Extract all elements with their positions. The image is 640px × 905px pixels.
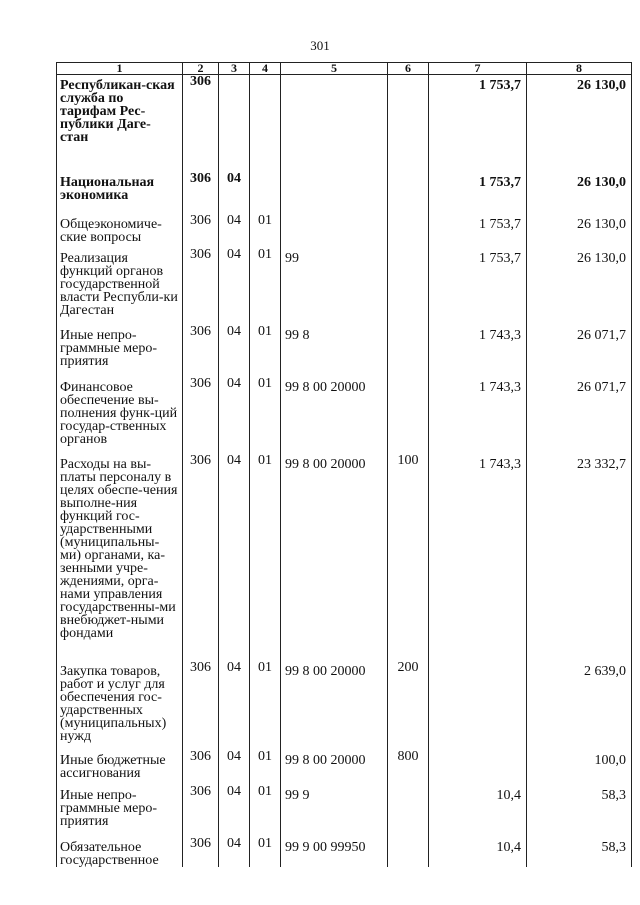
row-name-cell: Иные бюджетные ассигнования <box>57 750 183 785</box>
header-cell: 3 <box>219 63 250 75</box>
table-row <box>57 75 632 172</box>
row-name-cell: Реализация функций органов государственной власти Республи-ки Дагестан <box>57 248 183 325</box>
expense-type-cell: 200 <box>388 661 429 750</box>
table-row <box>57 454 632 661</box>
expense-type-cell <box>388 377 429 454</box>
header-cell: 2 <box>183 63 219 75</box>
table-row <box>57 325 632 377</box>
admin-code-cell: 306 <box>183 214 219 248</box>
subsection-cell: 01 <box>250 750 281 785</box>
section-cell: 04 <box>219 248 250 325</box>
target-item-cell: 99 8 00 20000 <box>281 454 388 661</box>
section-cell: 04 <box>219 750 250 785</box>
admin-code-cell: 306 <box>183 248 219 325</box>
subsection-cell: 01 <box>250 248 281 325</box>
amount-col7-cell: 1 743,3 <box>429 377 527 454</box>
amount-col7-cell: 1 753,7 <box>429 248 527 325</box>
expense-type-cell <box>388 325 429 377</box>
section-cell: 04 <box>219 785 250 837</box>
subsection-cell <box>250 75 281 172</box>
subsection-cell: 01 <box>250 454 281 661</box>
row-name-cell: Общеэкономиче-ские вопросы <box>57 214 183 248</box>
row-name-cell: Расходы на вы-платы персоналу в целях обеспе-чения выполне-ния функций гос-ударственными (муниципальны-ми) органами, ка-зенными учре-ждениями, орга-нами управления государственны-ми внебюджет-ными фондами <box>57 454 183 661</box>
header-cell: 6 <box>388 63 429 75</box>
amount-col8-cell: 58,3 <box>527 837 632 867</box>
target-item-cell: 99 9 00 99950 <box>281 837 388 867</box>
amount-col7-cell: 1 753,7 <box>429 75 527 172</box>
amount-col8-cell: 2 639,0 <box>527 661 632 750</box>
table-row <box>57 172 632 214</box>
expense-type-cell <box>388 172 429 214</box>
subsection-cell: 01 <box>250 325 281 377</box>
amount-col8-cell: 100,0 <box>527 750 632 785</box>
page-number: 301 <box>310 38 330 53</box>
table-row <box>57 661 632 750</box>
row-name-cell: Иные непро-граммные меро-приятия <box>57 325 183 377</box>
table-row <box>57 785 632 837</box>
section-cell: 04 <box>219 837 250 867</box>
amount-col8-cell: 26 130,0 <box>527 214 632 248</box>
expense-type-cell <box>388 75 429 172</box>
subsection-cell: 01 <box>250 377 281 454</box>
expense-type-cell <box>388 837 429 867</box>
target-item-cell <box>281 172 388 214</box>
subsection-cell: 01 <box>250 214 281 248</box>
header-cell: 7 <box>429 63 527 75</box>
admin-code-cell: 306 <box>183 377 219 454</box>
target-item-cell <box>281 75 388 172</box>
table-row <box>57 214 632 248</box>
subsection-cell <box>250 172 281 214</box>
subsection-cell: 01 <box>250 785 281 837</box>
amount-col8-cell: 26 071,7 <box>527 325 632 377</box>
section-cell: 04 <box>219 172 250 214</box>
amount-col8-cell: 58,3 <box>527 785 632 837</box>
expense-type-cell <box>388 785 429 837</box>
section-cell <box>219 75 250 172</box>
amount-col8-cell: 26 071,7 <box>527 377 632 454</box>
admin-code-cell: 306 <box>183 661 219 750</box>
admin-code-cell: 306 <box>183 172 219 214</box>
row-name-cell: Финансовое обеспечение вы-полнения функ-ций государ-ственных органов <box>57 377 183 454</box>
amount-col7-cell: 10,4 <box>429 837 527 867</box>
amount-col7-cell <box>429 661 527 750</box>
header-cell: 1 <box>57 63 183 75</box>
header-cell: 5 <box>281 63 388 75</box>
expense-type-cell <box>388 214 429 248</box>
amount-col7-cell: 10,4 <box>429 785 527 837</box>
subsection-cell: 01 <box>250 661 281 750</box>
admin-code-cell: 306 <box>183 454 219 661</box>
section-cell: 04 <box>219 325 250 377</box>
amount-col7-cell <box>429 750 527 785</box>
row-name-cell: Иные непро-граммные меро-приятия <box>57 785 183 837</box>
table-row <box>57 750 632 785</box>
amount-col7-cell: 1 753,7 <box>429 172 527 214</box>
amount-col8-cell: 26 130,0 <box>527 75 632 172</box>
row-name-cell: Обязательное государственное <box>57 837 183 867</box>
admin-code-cell: 306 <box>183 785 219 837</box>
table-row <box>57 837 632 867</box>
target-item-cell: 99 8 <box>281 325 388 377</box>
amount-col7-cell: 1 743,3 <box>429 325 527 377</box>
table-row <box>57 377 632 454</box>
amount-col8-cell: 23 332,7 <box>527 454 632 661</box>
amount-col8-cell: 26 130,0 <box>527 172 632 214</box>
row-name-cell: Национальная экономика <box>57 172 183 214</box>
expense-type-cell <box>388 248 429 325</box>
section-cell: 04 <box>219 214 250 248</box>
target-item-cell: 99 8 00 20000 <box>281 377 388 454</box>
admin-code-cell: 306 <box>183 750 219 785</box>
target-item-cell: 99 <box>281 248 388 325</box>
amount-col8-cell: 26 130,0 <box>527 248 632 325</box>
table-header-row <box>57 63 632 75</box>
expense-type-cell: 800 <box>388 750 429 785</box>
admin-code-cell: 306 <box>183 837 219 867</box>
table-row <box>57 248 632 325</box>
target-item-cell <box>281 214 388 248</box>
admin-code-cell: 306 <box>183 75 219 172</box>
target-item-cell: 99 8 00 20000 <box>281 750 388 785</box>
subsection-cell: 01 <box>250 837 281 867</box>
target-item-cell: 99 9 <box>281 785 388 837</box>
amount-col7-cell: 1 743,3 <box>429 454 527 661</box>
header-cell: 8 <box>527 63 632 75</box>
budget-table <box>56 62 632 867</box>
target-item-cell: 99 8 00 20000 <box>281 661 388 750</box>
expense-type-cell: 100 <box>388 454 429 661</box>
row-name-cell: Республикан-ская служба по тарифам Рес-публики Даге-стан <box>57 75 183 172</box>
section-cell: 04 <box>219 377 250 454</box>
row-name-cell: Закупка товаров, работ и услуг для обеспечения гос-ударственных (муниципальных) нужд <box>57 661 183 750</box>
section-cell: 04 <box>219 454 250 661</box>
section-cell: 04 <box>219 661 250 750</box>
admin-code-cell: 306 <box>183 325 219 377</box>
header-cell: 4 <box>250 63 281 75</box>
amount-col7-cell: 1 753,7 <box>429 214 527 248</box>
